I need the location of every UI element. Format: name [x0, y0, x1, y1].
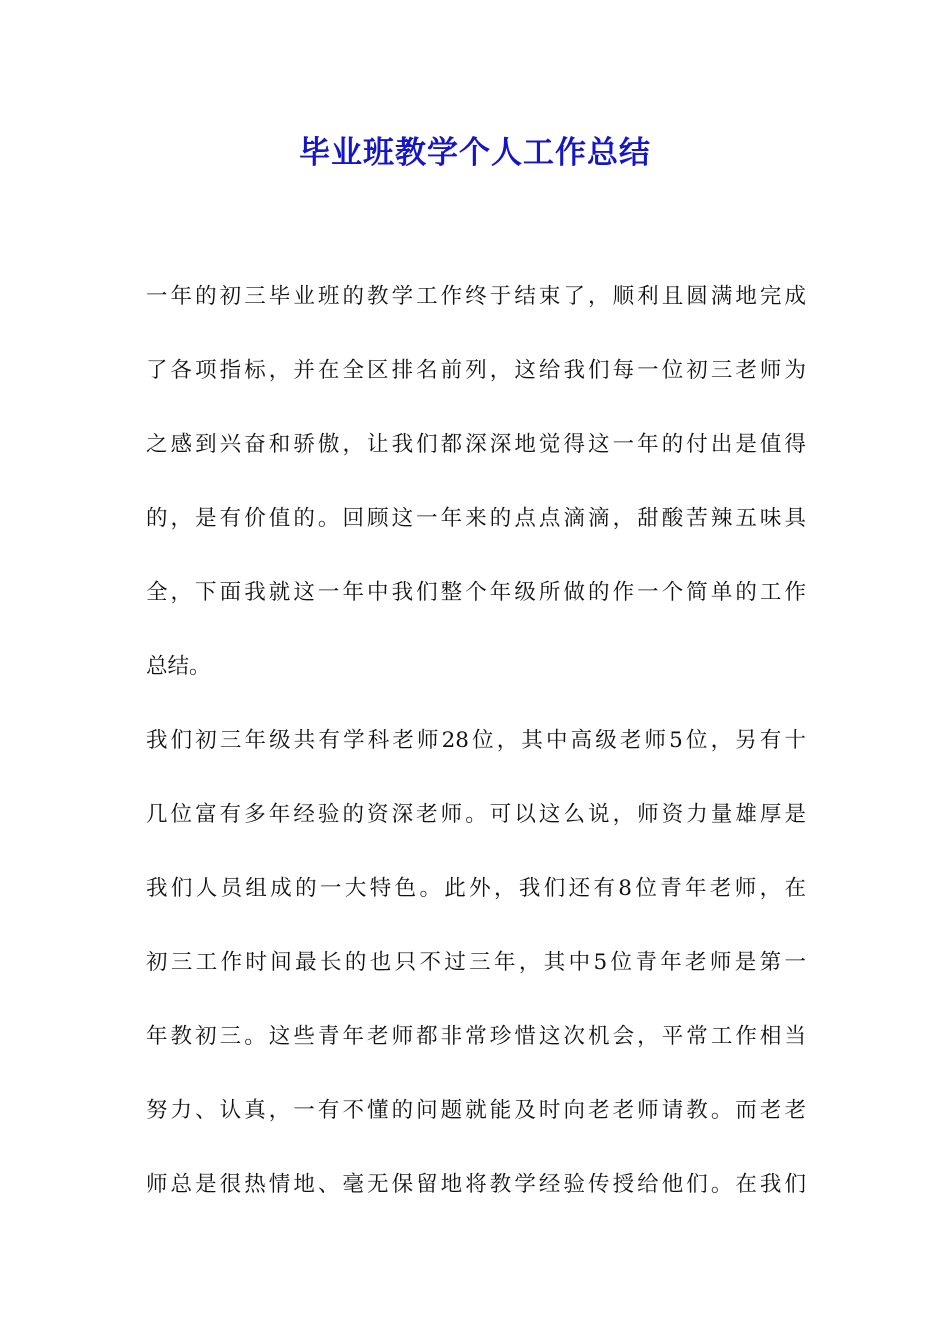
text-line: 几位富有多年经验的资深老师。可以这么说，师资力量雄厚是 [146, 802, 806, 827]
text-line: 师总是很热情地、毫无保留地将教学经验传授给他们。在我们 [146, 1172, 806, 1197]
text-line: 总结。 [146, 654, 211, 679]
paragraph-2 [146, 704, 806, 1222]
text-line: 了各项指标，并在全区排名前列，这给我们每一位初三老师为 [146, 358, 806, 383]
text-line: 年教初三。这些青年老师都非常珍惜这次机会，平常工作相当 [146, 1024, 806, 1049]
paragraph-1 [146, 260, 806, 704]
text-line: 的，是有价值的。回顾这一年来的点点滴滴，甜酸苦辣五味具 [146, 506, 806, 531]
document-body [146, 260, 806, 1222]
text-line: 之感到兴奋和骄傲，让我们都深深地觉得这一年的付出是值得 [146, 432, 806, 457]
text-line: 初三工作时间最长的也只不过三年，其中5位青年老师是第一 [146, 950, 806, 975]
text-line: 一年的初三毕业班的教学工作终于结束了，顺利且圆满地完成 [146, 284, 806, 309]
text-line: 我们初三年级共有学科老师28位，其中高级老师5位，另有十 [146, 728, 806, 753]
text-line: 努力、认真，一有不懂的问题就能及时向老老师请教。而老老 [146, 1098, 806, 1123]
text-line: 我们人员组成的一大特色。此外，我们还有8位青年老师，在 [146, 876, 806, 901]
text-line: 全，下面我就这一年中我们整个年级所做的作一个简单的工作 [146, 580, 806, 605]
document-title: 毕业班教学个人工作总结 [299, 135, 651, 171]
